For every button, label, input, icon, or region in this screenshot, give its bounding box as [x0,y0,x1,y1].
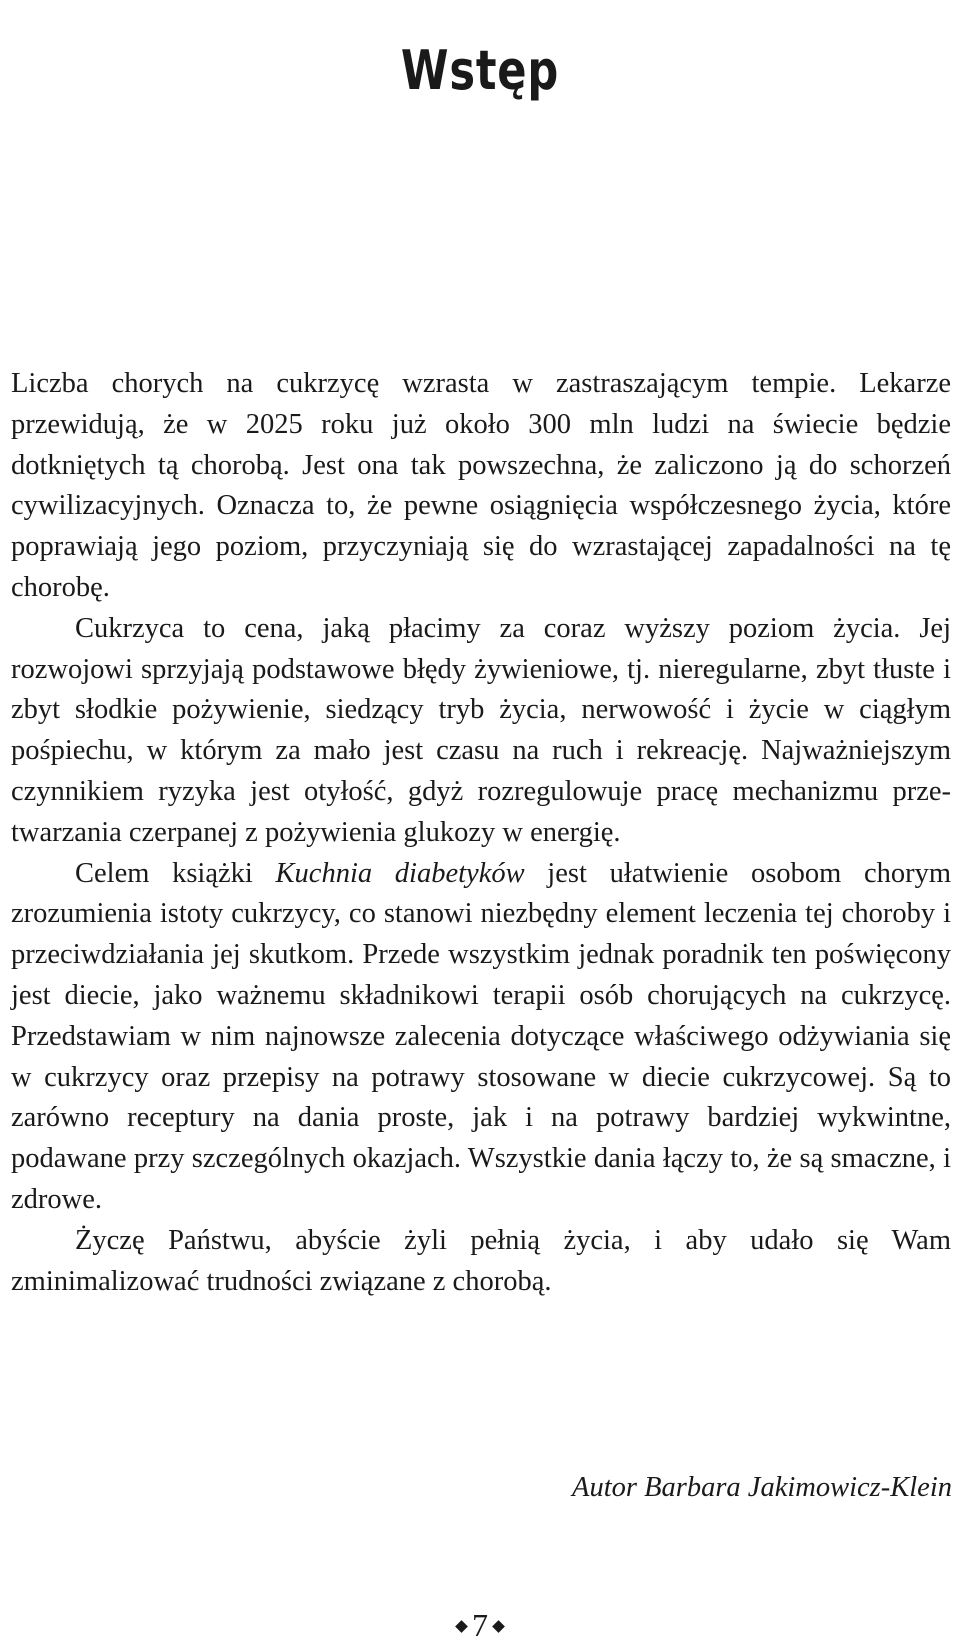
body-text [11,364,951,1302]
paragraph-3 [11,854,951,1221]
paragraph-1: Liczba chorych na cukrzycę wzrasta w zastraszającym tempie. Lekarze przewidują, że w 2025 roku już około 300 mln ludzi na świecie będzie dotkniętych tą chorobą. Jest ona tak powszechna, że zaliczono ją do schorzeń cywilizacyjnych. Oznacza to, że pewne osiągnięcia współczesnego życia, które poprawiają jego poziom, przyczyniają się do wzrastającej zapadalności na tę chorobę. [11,368,951,603]
author-signature: Autor Barbara Jakimowicz-Klein [572,1472,952,1503]
book-title: Kuchnia diabetyków [275,857,525,889]
page-title: Wstęp [400,39,560,103]
right-diamond-icon [492,1620,505,1633]
paragraph-3-rest: jest ułatwienie osobom chorym zrozumienia istoty cukrzycy, co stanowi niezbędny element leczenia tej choroby i przeciwdziałania jej skutkom. Przede wszystkim jednak poradnik ten poświęcony jest diecie, jako ważnemu składnikowi terapii osób chorujących na cukrzycę. Przedstawiam w nim najnowsze zalecenia dotyczące właściwego odżywiania się w cukrzycy oraz przepisy na potrawy stosowane w diecie cukrzycowej. Są to zarówno receptury na dania proste, jak i na potrawy bardziej wykwintne, podawane przy szczególnych okazjach. Wszystkie dania łączy to, że są smaczne, i zdrowe. [11,857,952,1215]
paragraph-3-start: Celem książki [75,857,276,889]
paragraph-4: Życzę Państwu, abyście żyli pełnią życia, i aby udało się Wam zminimalizować trudności związane z chorobą. [11,1224,951,1297]
paragraph-2: Cukrzyca to cena, jaką płacimy za coraz wyższy poziom życia. Jej rozwojowi sprzyjają podstawowe błędy żywieniowe, tj. nieregularne, zbyt tłuste i zbyt słodkie pożywienie, siedzący tryb życia, nerwowość i życie w ciągłym pośpiechu, w którym za mało jest czasu na ruch i rekreację. Najważniejszym czynnikiem ryzyka jest otyłość, gdyż rozregulowuje pracę mechanizmu przetwarzania czerpanej z pożywienia glukozy w energię. [11,612,951,848]
page-number: 7 [472,1607,488,1643]
left-diamond-icon [455,1620,468,1633]
page-number-footer [0,1605,960,1645]
